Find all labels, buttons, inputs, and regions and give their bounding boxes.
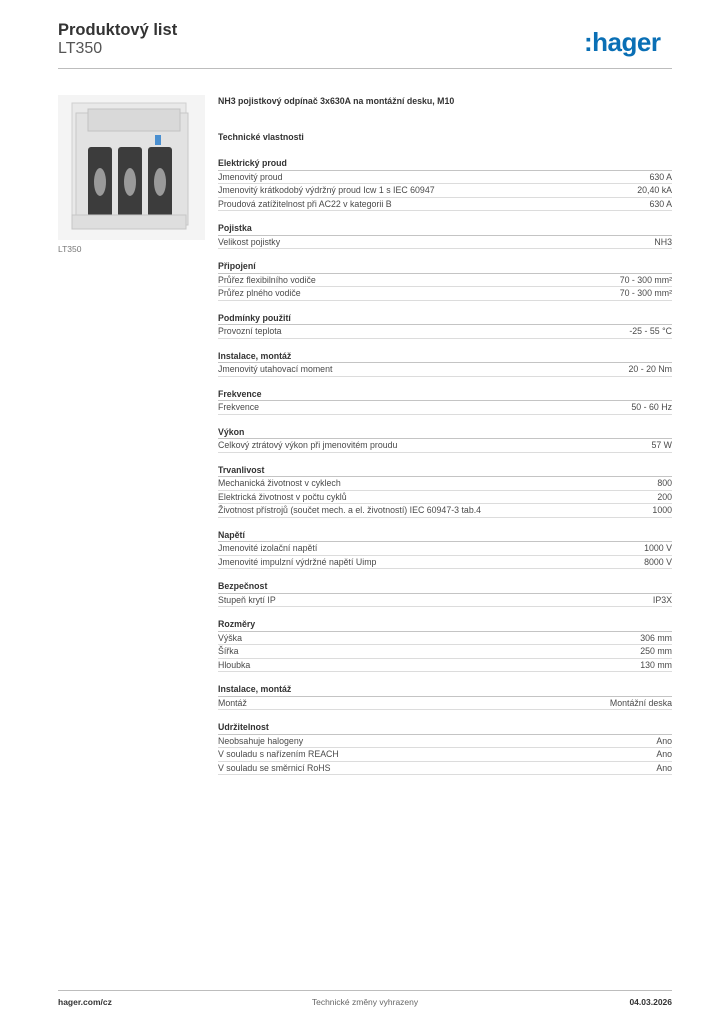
spec-group-title: Napětí [218, 529, 672, 543]
spec-label: Průřez plného vodiče [218, 288, 301, 298]
spec-label: Proudová zatížitelnost při AC22 v kategorii B [218, 198, 392, 209]
document-footer [58, 997, 672, 1011]
spec-value: 130 mm [640, 659, 672, 670]
spec-row [218, 504, 672, 518]
spec-row [218, 439, 672, 453]
document-subtitle: LT350 [58, 40, 103, 57]
spec-label: V souladu s nařízením REACH [218, 749, 339, 759]
spec-row [218, 645, 672, 659]
spec-label: Jmenovitý proud [218, 171, 283, 182]
spec-row [218, 632, 672, 646]
spec-label: Jmenovité impulzní výdržné napětí Uimp [218, 556, 377, 567]
spec-value: Ano [656, 735, 672, 746]
spec-label: Neobsahuje halogeny [218, 735, 304, 746]
spec-group [218, 388, 672, 415]
spec-row [218, 274, 672, 288]
spec-row [218, 735, 672, 749]
spec-value: 8000 V [644, 556, 672, 567]
spec-row [218, 363, 672, 377]
spec-row [218, 659, 672, 673]
spec-row [218, 198, 672, 212]
spec-group-title: Pojistka [218, 222, 672, 236]
svg-text::hager: :hager [584, 28, 661, 57]
spec-row [218, 491, 672, 505]
spec-group-title: Připojení [218, 260, 672, 274]
spec-label: Velikost pojistky [218, 236, 281, 247]
spec-row [218, 477, 672, 491]
spec-label: Jmenovitý krátkodobý výdržný proud Icw 1 s IEC 60947 [218, 185, 435, 195]
spec-label: Jmenovité izolační napětí [218, 543, 318, 553]
spec-value: 306 mm [640, 632, 672, 643]
spec-label: Celkový ztrátový výkon při jmenovitém proudu [218, 440, 398, 450]
spec-row [218, 556, 672, 570]
spec-value: Montážní deska [609, 697, 672, 708]
spec-label: Životnost přístrojů (součet mech. a el. životností) IEC 60947-3 tab.4 [218, 505, 482, 515]
spec-value: 250 mm [640, 646, 672, 656]
footer-divider [58, 990, 672, 991]
spec-group-title: Výkon [218, 426, 672, 440]
spec-group-title: Frekvence [218, 388, 672, 402]
spec-value: NH3 [654, 236, 672, 247]
spec-value: 70 - 300 mm² [619, 274, 672, 285]
spec-group [218, 721, 672, 775]
footer-website: hager.com/cz [58, 997, 112, 1007]
hager-logo [584, 28, 672, 58]
spec-row [218, 184, 672, 198]
spec-value: 200 [657, 491, 672, 502]
technical-properties-title: Technické vlastnosti [218, 132, 304, 142]
spec-value: 20 - 20 Nm [628, 364, 672, 374]
spec-value: 630 A [649, 198, 672, 209]
spec-group [218, 157, 672, 211]
spec-row [218, 287, 672, 301]
spec-row [218, 697, 672, 711]
spec-label: Jmenovitý utahovací moment [218, 364, 333, 374]
document-title: Produktový list [58, 21, 178, 39]
spec-row [218, 325, 672, 339]
footer-note: Technické změny vyhrazeny [311, 997, 419, 1007]
spec-value: Ano [656, 762, 672, 773]
spec-row [218, 171, 672, 185]
spec-label: Stupeň krytí IP [218, 594, 276, 605]
spec-group [218, 426, 672, 453]
spec-row [218, 748, 672, 762]
product-image [58, 95, 205, 240]
spec-group [218, 222, 672, 249]
spec-value: 50 - 60 Hz [631, 402, 672, 412]
spec-value: 1000 V [644, 543, 672, 553]
header-divider [58, 68, 672, 69]
footer-date: 04.03.2026 [629, 997, 672, 1007]
spec-value: Ano [656, 749, 672, 759]
spec-value: -25 - 55 °C [629, 326, 672, 336]
spec-row [218, 542, 672, 556]
spec-group-title: Instalace, montáž [218, 350, 672, 364]
image-caption: LT350 [58, 244, 82, 254]
spec-group-title: Bezpečnost [218, 580, 672, 594]
spec-group [218, 529, 672, 570]
spec-group-title: Instalace, montáž [218, 683, 672, 697]
spec-group-title: Rozměry [218, 618, 672, 632]
spec-group [218, 312, 672, 339]
spec-label: Provozní teplota [218, 326, 282, 336]
spec-group [218, 683, 672, 710]
product-name: NH3 pojistkový odpínač 3x630A na montážní desku, M10 [218, 96, 455, 106]
spec-group-title: Podmínky použití [218, 312, 672, 326]
spec-label: Hloubka [218, 659, 251, 670]
spec-group-title: Udržitelnost [218, 721, 672, 735]
spec-value: 800 [657, 478, 672, 488]
spec-label: Montáž [218, 697, 247, 708]
spec-value: 57 W [651, 440, 672, 450]
spec-row [218, 762, 672, 776]
spec-label: Frekvence [218, 402, 260, 412]
spec-label: Výška [218, 632, 242, 643]
spec-label: Elektrická životnost v počtu cyklů [218, 491, 347, 502]
spec-row [218, 594, 672, 608]
spec-label: V souladu se směrnicí RoHS [218, 762, 331, 773]
spec-value: 630 A [649, 171, 672, 182]
spec-label: Mechanická životnost v cyklech [218, 478, 341, 488]
spec-row [218, 401, 672, 415]
spec-group-title: Elektrický proud [218, 157, 672, 171]
spec-group [218, 580, 672, 607]
spec-label: Šířka [218, 646, 239, 656]
spec-group [218, 350, 672, 377]
spec-value: IP3X [652, 594, 672, 605]
spec-group [218, 618, 672, 672]
spec-group [218, 260, 672, 301]
specifications [218, 95, 672, 786]
document-header [58, 20, 672, 70]
spec-groups [218, 157, 672, 775]
spec-row [218, 236, 672, 250]
spec-label: Průřez flexibilního vodiče [218, 274, 316, 285]
spec-group [218, 464, 672, 518]
spec-value: 1000 [652, 505, 672, 515]
spec-value: 70 - 300 mm² [619, 288, 672, 298]
spec-value: 20,40 kA [637, 185, 672, 195]
spec-group-title: Trvanlivost [218, 464, 672, 478]
